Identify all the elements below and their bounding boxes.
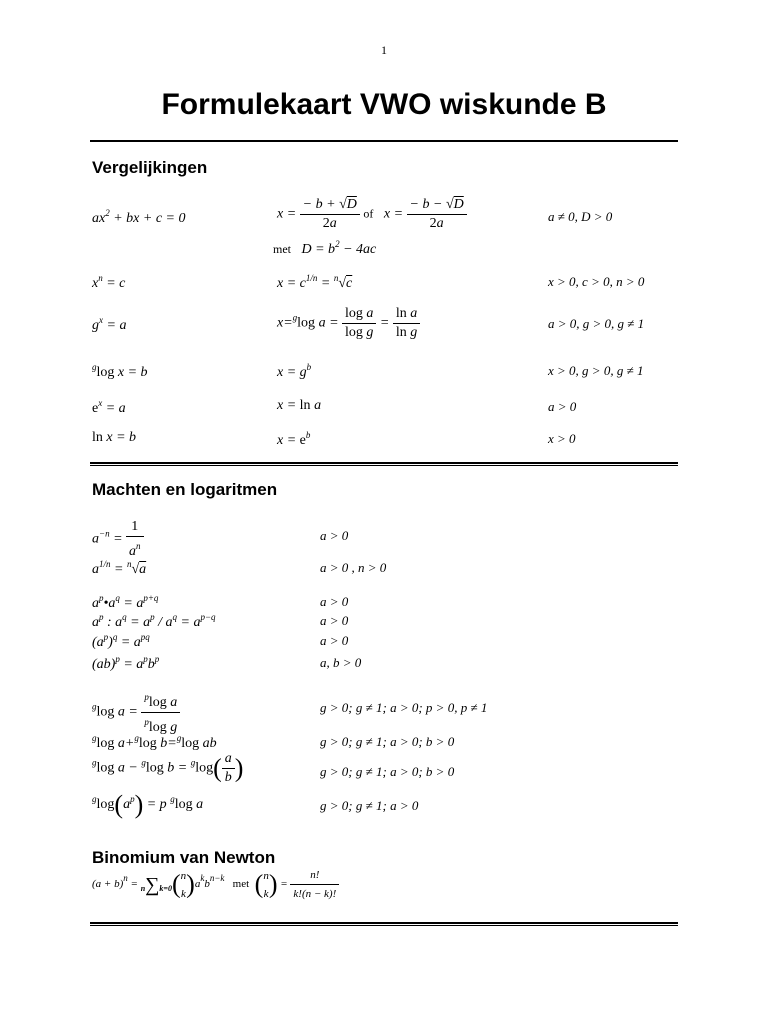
bottom-divider — [90, 922, 678, 926]
condition-log-sum: g > 0; g ≠ 1; a > 0; b > 0 — [320, 734, 455, 749]
formula-change-of-base: $^g$log a = $\frac{^p\log a}{^p\log g}$ — [92, 688, 180, 737]
condition-quotient-rule: a > 0 — [320, 613, 349, 628]
condition-quadratic: a ≠ 0, D > 0 — [548, 209, 613, 224]
formula-ln-solution: $x = e^b$ — [277, 430, 311, 448]
formula-power-equation: $x^n = c$ — [92, 273, 126, 291]
formula-quotient-rule: $a^p$ : $a^q = a^p / a^q = a^{p-q}$ — [92, 612, 216, 630]
condition-power-of-power: a > 0 — [320, 633, 349, 648]
section-heading-vergelijkingen: Vergelijkingen — [92, 158, 208, 177]
formula-negative-exponent: $a^{-n}$ = $\frac{1}{a^n}$ — [92, 518, 144, 561]
formula-e-equation: $e^x = a$ — [92, 398, 126, 416]
condition-power: x > 0, c > 0, n > 0 — [548, 274, 645, 289]
formula-e-solution: x = ln a — [277, 398, 322, 413]
condition-exponential: a > 0, g > 0, g ≠ 1 — [548, 316, 645, 331]
condition-log: x > 0, g > 0, g ≠ 1 — [548, 363, 644, 378]
formula-quadratic-equation: $ax^2$ + bx + c = 0 — [92, 208, 186, 226]
formula-exponential-equation: $g^x = a$ — [92, 315, 127, 333]
condition-ln: x > 0 — [548, 431, 576, 446]
formula-power-of-power: $(a^p)^q = a^{pq}$ — [92, 632, 150, 650]
condition-power-of-product: a, b > 0 — [320, 655, 362, 670]
condition-log-difference: g > 0; g ≠ 1; a > 0; b > 0 — [320, 764, 455, 779]
word-met: met — [273, 242, 291, 256]
formula-product-rule: $a^p•a^q = a^{p+q}$ — [92, 593, 159, 611]
condition-product-rule: a > 0 — [320, 594, 349, 609]
condition-log-power: g > 0; g ≠ 1; a > 0 — [320, 798, 419, 813]
formula-exponential-solution: x=$^g$log a = $\frac{\text{log a}}{\text{log g}}$ = $\frac{\text{ln a}}{\text{ln g}}$ — [277, 305, 420, 342]
section-heading-machten: Machten en logaritmen — [92, 480, 278, 499]
section-divider — [90, 462, 678, 466]
formula-log-sum: $^g$log a+$^g$log b=$^g$log ab — [92, 733, 217, 751]
condition-root-exponent: a > 0 , n > 0 — [320, 560, 387, 575]
formula-log-equation: $^g$log x = b — [92, 362, 148, 380]
formula-power-of-product: $(ab)^p = a^pb^p$ — [92, 654, 160, 672]
condition-negative-exponent: a > 0 — [320, 528, 349, 543]
title-divider — [90, 140, 678, 142]
formula-power-solution: $x = c^{1/n} = ^n√c$ — [277, 273, 353, 291]
formula-abc-solution: x = $\frac{- b + √D}{2a}$ of x = $\frac{- b - √D}{2a}$ — [277, 196, 467, 233]
formula-log-difference: $^g$log a − $^g$log b = $^g$log( $\frac{a}{b}$ ) — [92, 751, 244, 785]
word-of: of — [363, 206, 374, 221]
formula-log-solution: $x = g^b$ — [277, 362, 312, 380]
formula-ln-equation: ln x = b — [92, 430, 137, 445]
page-title: Formulekaart VWO wiskunde B — [161, 88, 607, 121]
page-number: 1 — [381, 43, 387, 57]
formula-binomial-theorem: $(a + b)^n = n\sum k=0$( n k )$a^kb^{n-k}$ met ( n k ) = $\frac{n!}{k!(n - k)!}$ — [92, 866, 339, 903]
condition-e: a > 0 — [548, 399, 577, 414]
section-heading-binomium: Binomium van Newton — [92, 848, 276, 867]
formula-discriminant: met $D = b^2 - 4ac$ — [273, 239, 377, 257]
formula-root-exponent: $a^{1/n} = ^n√a$ — [92, 559, 147, 577]
condition-change-of-base: g > 0; g ≠ 1; a > 0; p > 0, p ≠ 1 — [320, 700, 488, 715]
formula-log-power: $^g\log(a^p) = p$ $^g$log a — [92, 790, 204, 819]
